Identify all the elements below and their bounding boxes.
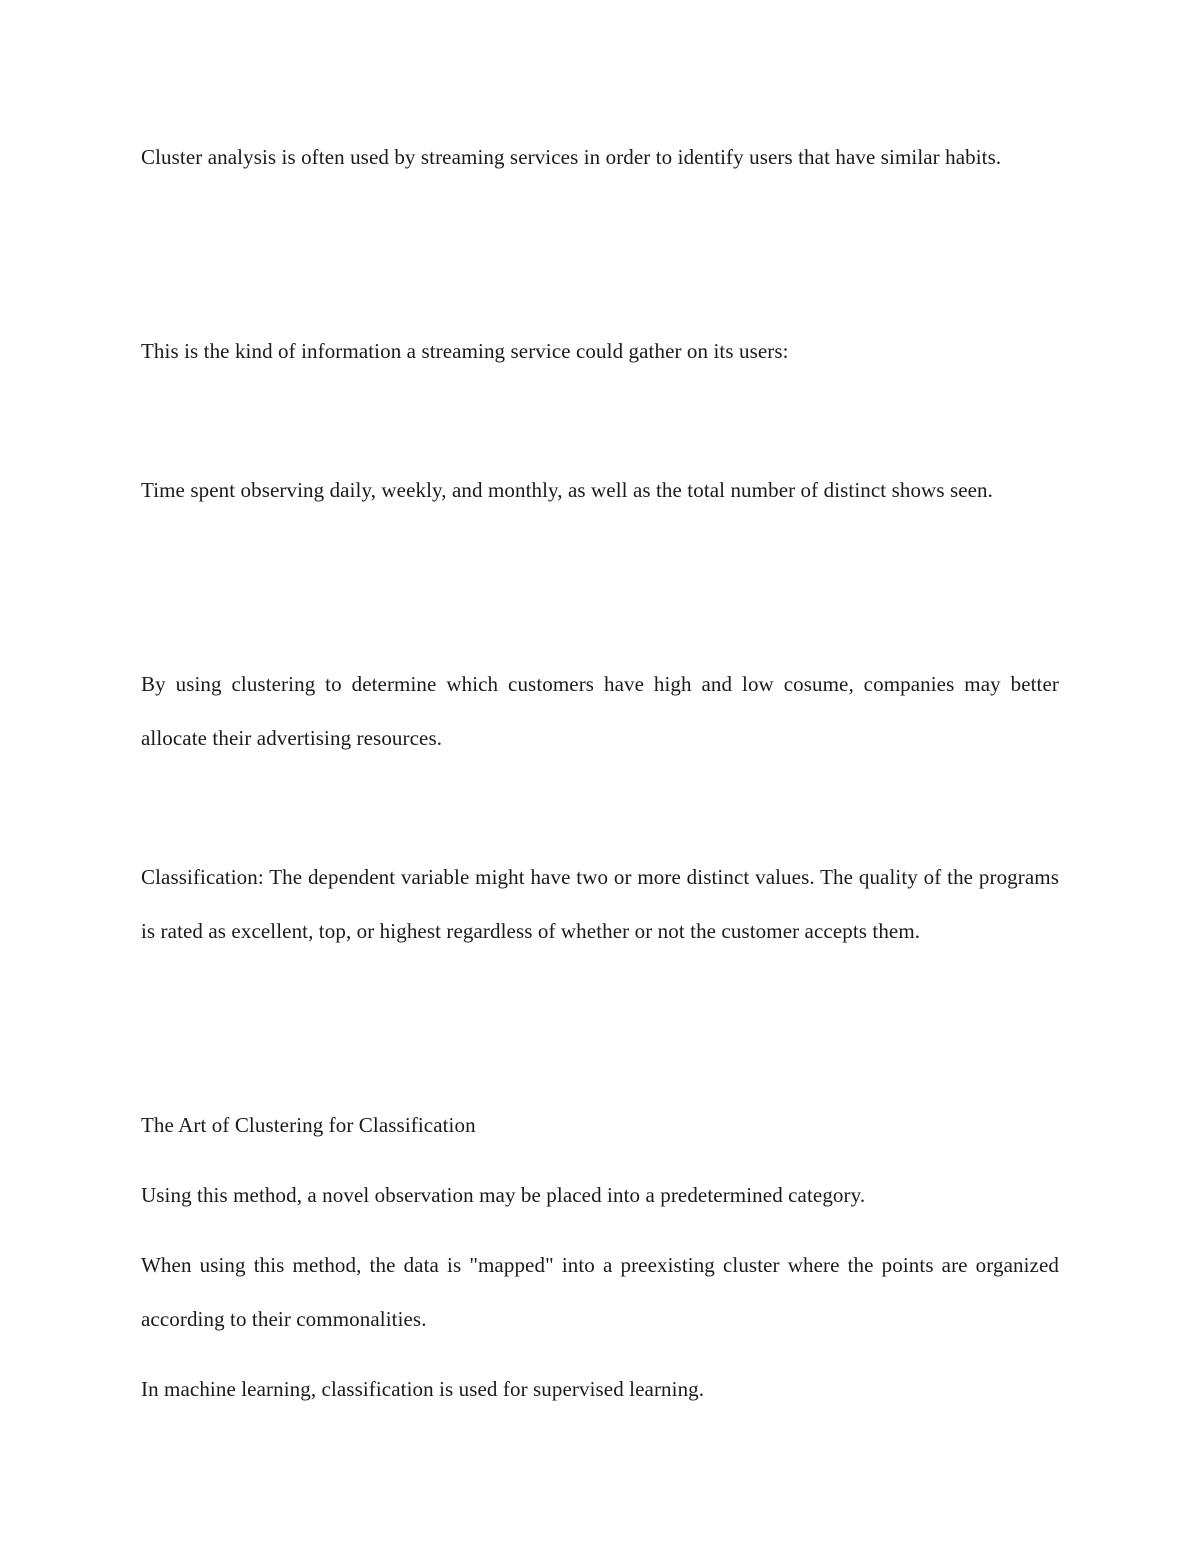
paragraph-cluster-analysis: Cluster analysis is often used by streaming services in order to identify users that have similar habits. xyxy=(141,145,1002,169)
section-heading: The Art of Clustering for Classification xyxy=(141,1113,476,1137)
paragraph-advertising-resources: By using clustering to determine which customers have high and low cosume, companies may better allocate their advertising resources. xyxy=(141,672,1059,750)
paragraph-time-spent: Time spent observing daily, weekly, and monthly, as well as the total number of distinct shows seen. xyxy=(141,478,994,502)
paragraph-information-gathered: This is the kind of information a streaming service could gather on its users: xyxy=(141,339,789,363)
paragraph-classification: Classification: The dependent variable might have two or more distinct values. The quality of the programs is rated as excellent, top, or highest regardless of whether or not the customer accepts them. xyxy=(141,865,1059,943)
paragraph-mapped-data: When using this method, the data is "mapped" into a preexisting cluster where the points are organized according to their commonalities. xyxy=(141,1253,1059,1331)
paragraph-supervised-learning: In machine learning, classification is used for supervised learning. xyxy=(141,1377,705,1401)
paragraph-novel-observation: Using this method, a novel observation may be placed into a predetermined category. xyxy=(141,1183,866,1207)
